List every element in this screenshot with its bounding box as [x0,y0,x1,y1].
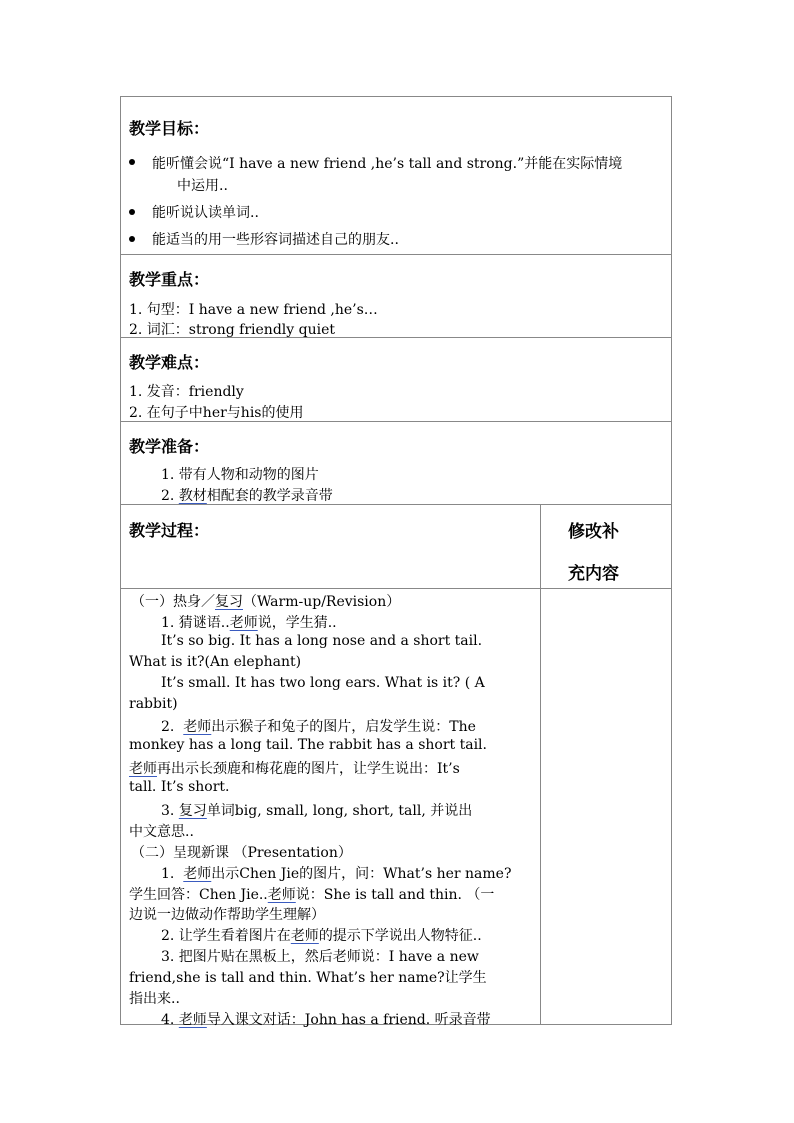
process-line: monkey has a long tail. The rabbit has a short tail. [129,737,487,753]
objectives-section [121,97,671,255]
revision-link[interactable]: 复习 [178,803,207,819]
process-line: It’s so big. It has a long nose and a short tail. [161,633,483,649]
difficulty-item: 2. 在句子中her与his的使用 [129,405,304,421]
preparation-title: 教学准备： [129,437,210,456]
process-line: 3. 复习单词big, small, long, short, tall, 并说出 [161,803,473,819]
process-line: 2. 让学生看着图片在老师的提示下学说出人物特征.. [161,928,482,944]
process-line: 1. 猜谜语..老师说，学生猜.. [161,615,337,631]
process-line: 学生回答：Chen Jie..老师说：She is tall and thin. （一 [129,887,495,903]
bullet-icon [129,159,135,165]
difficulties-section [121,338,671,422]
process-line: 指出来.. [129,991,180,1007]
side-column-title: 修改补 [568,522,619,542]
item-rest: 相配套的教学录音带 [206,488,333,504]
section-heading: （二）呈现新课 （Presentation） [131,845,352,861]
process-line: 老师再出示长颈鹿和梅花鹿的图片，让学生说出：It’s [129,761,460,777]
objective-item: 能听说认读单词.. [152,205,259,221]
difficulties-title: 教学难点： [129,353,210,372]
teacher-link[interactable]: 老师 [290,928,319,944]
preparation-item: 1. 带有人物和动物的图片 [161,467,319,483]
bullet-icon [129,236,135,242]
process-line: 中文意思.. [129,824,194,840]
objective-item: 能听懂会说“I have a new friend ,he’s tall and strong.”并能在实际情境 [152,156,623,172]
bullet-icon [129,209,135,215]
teacher-link[interactable]: 老师 [129,761,157,777]
objective-item: 能适当的用一些形容词描述自己的朋友.. [152,232,399,248]
objective-item-cont: 中运用.. [177,178,228,194]
key-points-title: 教学重点： [129,270,210,289]
objectives-title: 教学目标： [129,119,210,138]
textbook-link[interactable]: 教材 [178,488,207,504]
preparation-section [121,422,671,505]
process-line: 3. 把图片贴在黑板上，然后老师说：I have a new [161,949,479,965]
process-line: What is it?(An elephant) [129,654,302,670]
side-column-title-cont: 充内容 [568,564,619,584]
teacher-link[interactable]: 老师 [267,887,296,903]
difficulty-item: 1. 发音：friendly [129,384,244,400]
teacher-link[interactable]: 老师 [229,615,258,631]
process-line: 4. 老师导入课文对话：John has a friend. 听录音带 [161,1012,491,1028]
section-heading: （一）热身／复习（Warm-up/Revision） [131,594,401,610]
process-title: 教学过程： [129,521,210,540]
key-point-item: 2. 词汇：strong friendly quiet [129,322,335,338]
process-line: friend,she is tall and thin. What’s her name?让学生 [129,970,487,986]
teacher-link[interactable]: 老师 [183,719,212,735]
process-line: 2. 老师出示猴子和兔子的图片，启发学生说：The [161,719,476,735]
teacher-link[interactable]: 老师 [183,866,212,882]
process-line: 边说一边做动作帮助学生理解） [129,907,325,923]
key-points-section [121,255,671,338]
process-line: rabbit) [129,696,178,712]
revision-link[interactable]: 复习 [215,594,243,610]
key-point-item: 1. 句型：I have a new friend ,he’s… [129,302,378,318]
teacher-link[interactable]: 老师 [178,1012,207,1028]
row-divider [121,588,671,589]
process-line: tall. It’s short. [129,779,230,795]
lesson-plan-table [120,96,672,1028]
preparation-item [161,485,333,505]
process-line: It’s small. It has two long ears. What is it? ( A [161,675,485,691]
item-number: 2. [161,488,179,504]
process-line: 1. 老师出示Chen Jie的图片，问：What’s her name? [161,866,512,882]
